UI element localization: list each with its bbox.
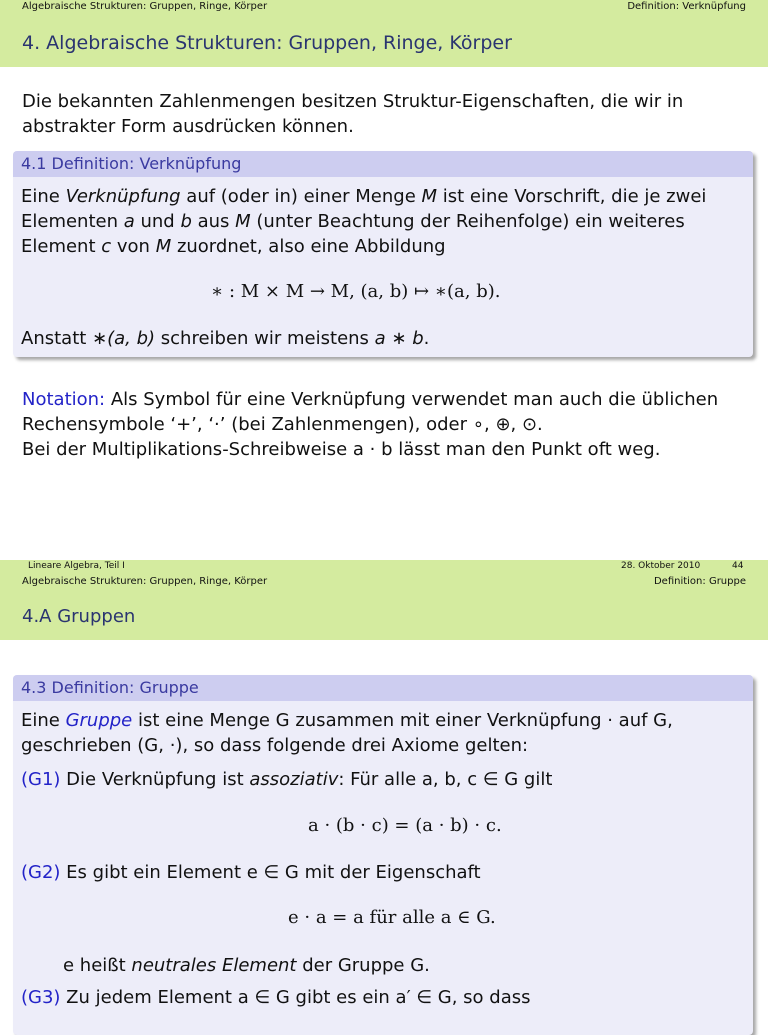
notation-label: Notation: (22, 389, 106, 410)
footer-course-title: Lineare Algebra, Teil I (28, 561, 125, 571)
axiom-g3: (G3) Zu jedem Element a ∈ G gibt es ein a′ ∈ G, so dass (21, 987, 531, 1008)
footer-page-number: 44 (732, 561, 744, 571)
slide1-section-label: Algebraische Strukturen: Gruppen, Ringe, Körper (22, 1, 268, 12)
notation-line-1: Notation: Als Symbol für eine Verknüpfung verwendet man auch die üblichen (22, 389, 719, 410)
definition-line-2: Elementen a und b aus M (unter Beachtung der Reihenfolge) ein weiteres (21, 211, 685, 232)
gruppe-line-2: geschrieben (G, ·), so dass folgende drei Axiome gelten: (21, 735, 529, 756)
axiom-g3-label: (G3) (21, 987, 61, 1008)
slide1-subsection-label: Definition: Verknüpfung (627, 1, 746, 12)
axiom-g2-note: e heißt neutrales Element der Gruppe G. (63, 955, 430, 976)
slide1-title: 4. Algebraische Strukturen: Gruppen, Ringe, Körper (22, 32, 512, 54)
notation-line-3: Bei der Multiplikations-Schreibweise a · b lässt man den Punkt oft weg. (22, 439, 661, 460)
gruppe-term: Gruppe (65, 710, 133, 731)
notation-line-2: Rechensymbole ‘+’, ‘·’ (bei Zahlenmengen), oder ∘, ⊕, ⊙. (22, 414, 543, 435)
axiom-g2-formula: e · a = a für alle a ∈ G. (288, 907, 496, 928)
definition-block-verknuepfung (13, 151, 753, 357)
intro-line-1: Die bekannten Zahlenmengen besitzen Struktur-Eigenschaften, die wir in (22, 91, 684, 112)
slide2-subsection-label: Definition: Gruppe (653, 576, 746, 587)
axiom-g1: (G1) Die Verknüpfung ist assoziativ: Für alle a, b, c ∈ G gilt (21, 769, 553, 790)
definition-line-3: Element c von M zuordnet, also eine Abbildung (21, 236, 446, 257)
definition-formula: ∗ : M × M → M, (a, b) ↦ ∗(a, b). (211, 281, 501, 302)
slide2-section-label: Algebraische Strukturen: Gruppen, Ringe, Körper (22, 576, 268, 587)
intro-line-2: abstrakter Form ausdrücken können. (22, 116, 354, 137)
axiom-g1-label: (G1) (21, 769, 61, 790)
gruppe-line-1: Eine Gruppe ist eine Menge G zusammen mit einer Verknüpfung · auf G, (21, 710, 673, 731)
slide2-title: 4.A Gruppen (22, 606, 136, 627)
axiom-g1-formula: a · (b · c) = (a · b) · c. (308, 815, 502, 836)
gruppe-block-title: 4.3 Definition: Gruppe (13, 675, 753, 701)
definition-line-1: Eine Verknüpfung auf (oder in) einer Menge M ist eine Vorschrift, die je zwei (21, 186, 707, 207)
axiom-g2: (G2) Es gibt ein Element e ∈ G mit der Eigenschaft (21, 862, 481, 883)
definition-block-gruppe (13, 675, 753, 1035)
axiom-g2-label: (G2) (21, 862, 61, 883)
definition-block-title: 4.1 Definition: Verknüpfung (13, 151, 753, 177)
definition-line-4: Anstatt ∗(a, b) schreiben wir meistens a ∗ b. (21, 328, 430, 349)
footer-date: 28. Oktober 2010 (621, 561, 701, 571)
